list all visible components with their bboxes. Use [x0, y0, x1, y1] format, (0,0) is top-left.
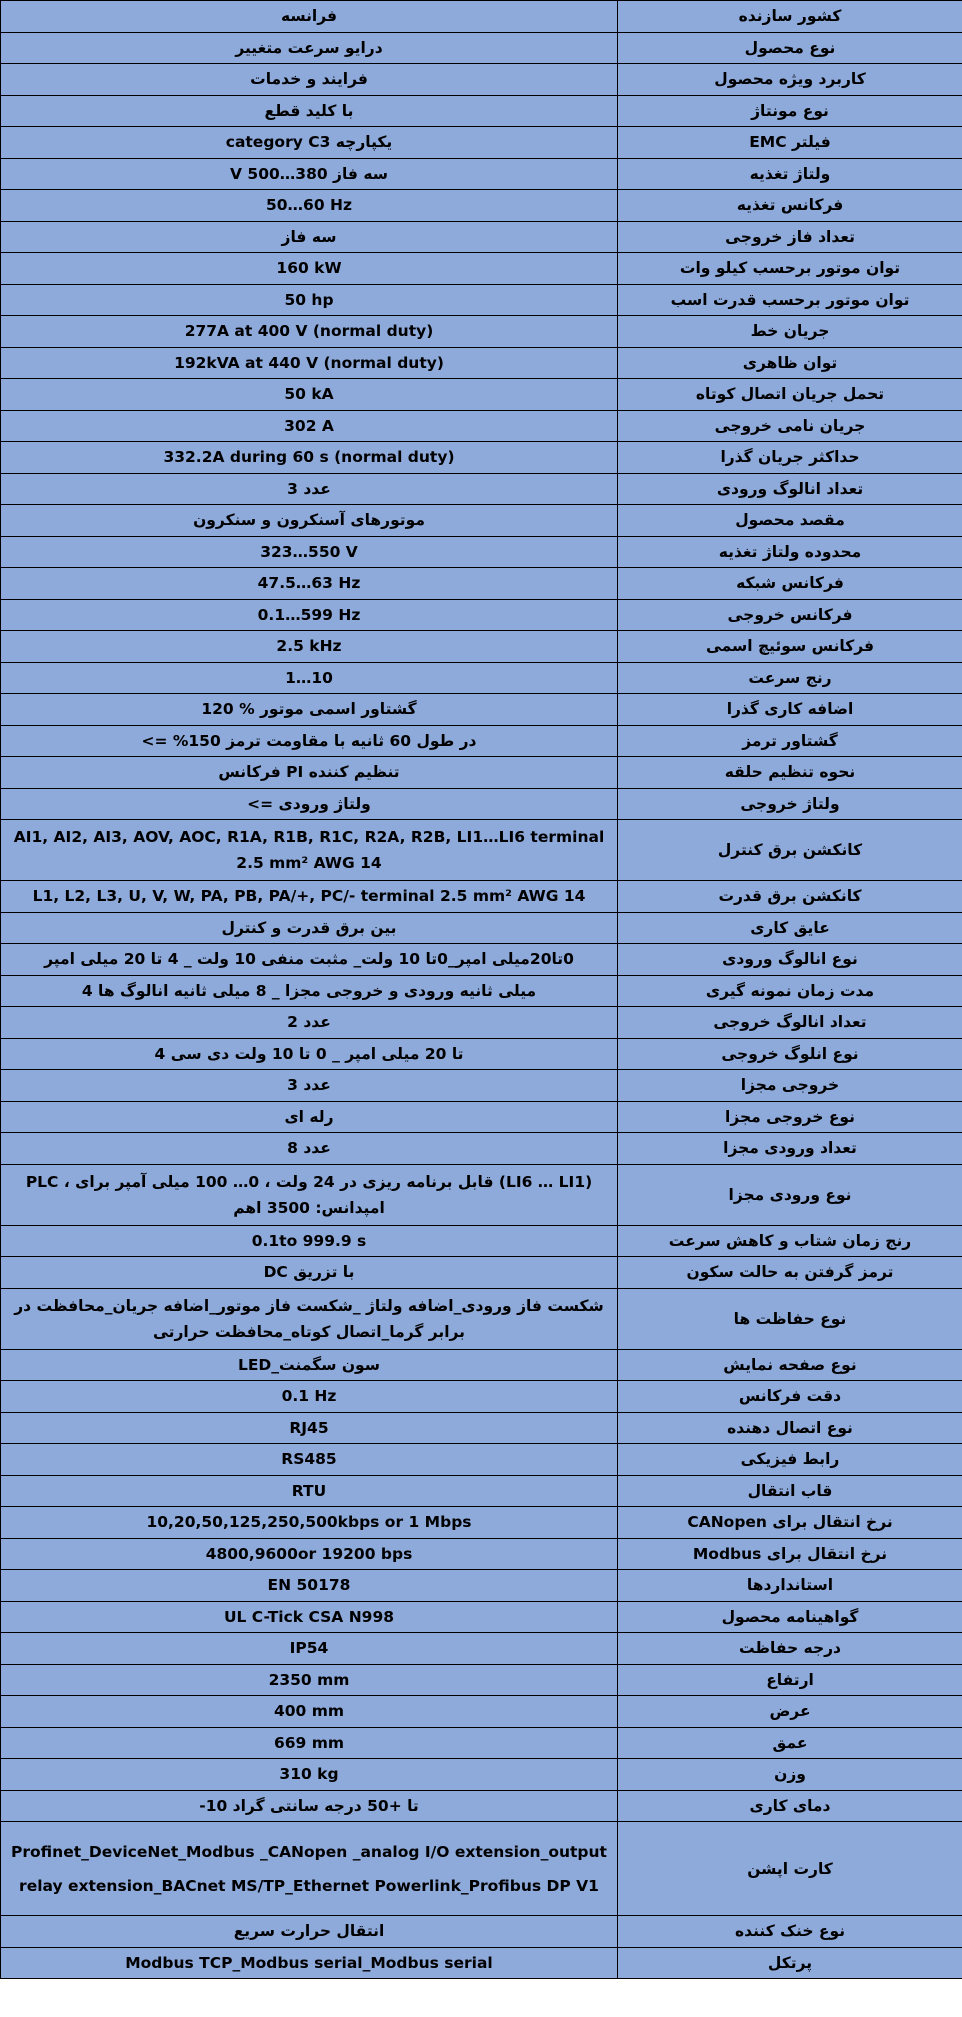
table-row	[1, 473, 962, 505]
row-value: رله ای	[1, 1101, 618, 1133]
row-label: گواهینامه محصول	[618, 1601, 962, 1633]
table-row	[1, 1, 962, 33]
row-label: وزن	[618, 1759, 962, 1791]
row-value: 302 A	[1, 410, 618, 442]
row-label: توان موتور برحسب کیلو وات	[618, 253, 962, 285]
row-value: تا +50 درجه سانتی گراد 10-	[1, 1790, 618, 1822]
table-row	[1, 379, 962, 411]
row-label: فرکانس تغذیه	[618, 190, 962, 222]
row-label: تعداد ورودی مجزا	[618, 1133, 962, 1165]
row-label: حداکثر جریان گذرا	[618, 442, 962, 474]
row-label: نوع ورودی مجزا	[618, 1164, 962, 1225]
table-row	[1, 694, 962, 726]
row-value: میلی ثانیه ورودی و خروجی مجزا _ 8 میلی ثانیه انالوگ ها 4	[1, 975, 618, 1007]
table-row	[1, 1070, 962, 1102]
row-value: ولتاژ ورودی =>	[1, 788, 618, 820]
row-label: پرتکل	[618, 1947, 962, 1979]
row-label: عایق کاری	[618, 912, 962, 944]
table-row	[1, 284, 962, 316]
row-label: جریان خط	[618, 316, 962, 348]
table-row	[1, 442, 962, 474]
table-row	[1, 536, 962, 568]
row-value: سه فاز	[1, 221, 618, 253]
row-label: فرکانس شبکه	[618, 568, 962, 600]
row-label: فیلتر EMC	[618, 127, 962, 159]
table-row	[1, 881, 962, 913]
table-row	[1, 1133, 962, 1165]
table-row	[1, 662, 962, 694]
row-value: تنظیم کننده PI فرکانس	[1, 757, 618, 789]
row-label: نوع انالوگ ورودی	[618, 944, 962, 976]
table-row	[1, 1475, 962, 1507]
table-row	[1, 912, 962, 944]
table-row	[1, 1507, 962, 1539]
table-row	[1, 757, 962, 789]
table-row	[1, 599, 962, 631]
row-label: نوع صفحه نمایش	[618, 1349, 962, 1381]
row-value: 50 kA	[1, 379, 618, 411]
row-label: محدوده ولتاژ تغذیه	[618, 536, 962, 568]
row-label: نوع حفاظت ها	[618, 1288, 962, 1349]
row-value: عدد 3	[1, 473, 618, 505]
row-label: کانکشن برق کنترل	[618, 820, 962, 881]
table-row	[1, 1601, 962, 1633]
row-label: جریان نامی خروجی	[618, 410, 962, 442]
table-row	[1, 1664, 962, 1696]
row-label: تعداد انالوگ خروجی	[618, 1007, 962, 1039]
table-row	[1, 316, 962, 348]
row-value: سه فاز 380…500 V	[1, 158, 618, 190]
table-row	[1, 253, 962, 285]
row-value: EN 50178	[1, 1570, 618, 1602]
table-row	[1, 64, 962, 96]
row-value: 323…550 V	[1, 536, 618, 568]
table-row	[1, 725, 962, 757]
row-label: خروجی مجزا	[618, 1070, 962, 1102]
row-label: کارت اپشن	[618, 1822, 962, 1916]
row-label: توان موتور برحسب قدرت اسب	[618, 284, 962, 316]
row-value: RJ45	[1, 1412, 618, 1444]
row-value: فرایند و خدمات	[1, 64, 618, 96]
table-row	[1, 347, 962, 379]
row-value: با تزریق DC	[1, 1257, 618, 1289]
table-row	[1, 1412, 962, 1444]
row-value: 0.1 Hz	[1, 1381, 618, 1413]
row-label: مقصد محصول	[618, 505, 962, 537]
row-label: تحمل جریان اتصال کوتاه	[618, 379, 962, 411]
row-value: 400 mm	[1, 1696, 618, 1728]
row-value: موتورهای آسنکرون و سنکرون	[1, 505, 618, 537]
row-label: رنج سرعت	[618, 662, 962, 694]
row-label: تعداد انالوگ ورودی	[618, 473, 962, 505]
row-value: عدد 8	[1, 1133, 618, 1165]
row-label: کاربرد ویژه محصول	[618, 64, 962, 96]
row-value: فرانسه	[1, 1, 618, 33]
row-label: کانکشن برق قدرت	[618, 881, 962, 913]
row-value: 277A at 400 V (normal duty)	[1, 316, 618, 348]
row-label: عمق	[618, 1727, 962, 1759]
row-value: AI1, AI2, AI3, AOV, AOC, R1A, R1B, R1C, R2A, R2B, LI1…LI6 terminal 2.5 mm² AWG 14	[1, 820, 618, 881]
row-label: نوع خنک کننده	[618, 1916, 962, 1948]
table-row	[1, 32, 962, 64]
table-row	[1, 1790, 962, 1822]
row-value: 2.5 kHz	[1, 631, 618, 663]
row-value: در طول 60 ثانیه با مقاومت ترمز 150% =>	[1, 725, 618, 757]
table-row	[1, 1916, 962, 1948]
row-value: شکست فاز ورودی_اضافه ولتاژ _شکست فاز موتور_اضافه جریان_محافظت در برابر گرما_اتصال کوتاه_محافظت حرارتی	[1, 1288, 618, 1349]
row-label: درجه حفاظت	[618, 1633, 962, 1665]
row-value: 0تا20میلی امپر_0تا 10 ولت_ مثبت منفی 10 ولت _ 4 تا 20 میلی امپر	[1, 944, 618, 976]
row-label: نوع خروجی مجزا	[618, 1101, 962, 1133]
table-row	[1, 1759, 962, 1791]
row-value: 4800,9600or 19200 bps	[1, 1538, 618, 1570]
row-value: 10,20,50,125,250,500kbps or 1 Mbps	[1, 1507, 618, 1539]
table-row	[1, 1570, 962, 1602]
row-value: 1…10	[1, 662, 618, 694]
row-label: دقت فرکانس	[618, 1381, 962, 1413]
row-value: انتقال حرارت سریع	[1, 1916, 618, 1948]
table-row	[1, 1381, 962, 1413]
row-value: گشتاور اسمی موتور % 120	[1, 694, 618, 726]
row-label: استانداردها	[618, 1570, 962, 1602]
row-value: Profinet_DeviceNet_Modbus _CANopen _analog I/O extension_output relay extension_BACnet MS/TP_Ethernet Powerlink_Profibus DP V1	[1, 1822, 618, 1916]
row-value: عدد 3	[1, 1070, 618, 1102]
table-row	[1, 631, 962, 663]
row-label: نوع انلوگ خروجی	[618, 1038, 962, 1070]
row-label: گشتاور ترمز	[618, 725, 962, 757]
row-label: مدت زمان نمونه گیری	[618, 975, 962, 1007]
row-label: نحوه تنظیم حلقه	[618, 757, 962, 789]
table-row	[1, 221, 962, 253]
row-value: درایو سرعت متغییر	[1, 32, 618, 64]
table-row	[1, 788, 962, 820]
row-label: نرخ انتقال برای Modbus	[618, 1538, 962, 1570]
row-value: 332.2A during 60 s (normal duty)	[1, 442, 618, 474]
table-row	[1, 1164, 962, 1225]
table-row	[1, 820, 962, 881]
row-label: رابط فیزیکی	[618, 1444, 962, 1476]
row-label: نوع محصول	[618, 32, 962, 64]
table-row	[1, 1225, 962, 1257]
row-value: 192kVA at 440 V (normal duty)	[1, 347, 618, 379]
row-label: ارتفاع	[618, 1664, 962, 1696]
table-row	[1, 190, 962, 222]
row-label: کشور سازنده	[618, 1, 962, 33]
row-label: اضافه کاری گذرا	[618, 694, 962, 726]
row-label: ولتاژ تغذیه	[618, 158, 962, 190]
table-row	[1, 1349, 962, 1381]
row-label: عرض	[618, 1696, 962, 1728]
table-row	[1, 1038, 962, 1070]
row-value: 0.1to 999.9 s	[1, 1225, 618, 1257]
table-row	[1, 975, 962, 1007]
table-row	[1, 1696, 962, 1728]
row-label: فرکانس سوئیچ اسمی	[618, 631, 962, 663]
table-row	[1, 1822, 962, 1916]
table-row	[1, 1444, 962, 1476]
row-label: نوع مونتاژ	[618, 95, 962, 127]
table-row	[1, 1257, 962, 1289]
table-row	[1, 95, 962, 127]
table-row	[1, 568, 962, 600]
table-row	[1, 1288, 962, 1349]
row-value: عدد 2	[1, 1007, 618, 1039]
row-value: UL C-Tick CSA N998	[1, 1601, 618, 1633]
row-value: یکپارچه category C3	[1, 127, 618, 159]
row-label: ولتاژ خروجی	[618, 788, 962, 820]
row-value: بین برق قدرت و کنترل	[1, 912, 618, 944]
row-value: 50…60 Hz	[1, 190, 618, 222]
row-value: 50 hp	[1, 284, 618, 316]
row-value: 310 kg	[1, 1759, 618, 1791]
table-row	[1, 1101, 962, 1133]
row-label: ترمز گرفتن به حالت سکون	[618, 1257, 962, 1289]
row-value: Modbus TCP_Modbus serial_Modbus serial	[1, 1947, 618, 1979]
row-label: نرخ انتقال برای CANopen	[618, 1507, 962, 1539]
row-value: L1, L2, L3, U, V, W, PA, PB, PA/+, PC/- terminal 2.5 mm² AWG 14	[1, 881, 618, 913]
row-value: RS485	[1, 1444, 618, 1476]
row-label: دمای کاری	[618, 1790, 962, 1822]
table-row	[1, 505, 962, 537]
row-value: 2350 mm	[1, 1664, 618, 1696]
table-row	[1, 1727, 962, 1759]
row-value: 47.5…63 Hz	[1, 568, 618, 600]
row-value: سون سگمنت_LED	[1, 1349, 618, 1381]
table-row	[1, 1007, 962, 1039]
table-row	[1, 1947, 962, 1979]
row-value: 160 kW	[1, 253, 618, 285]
row-value: تا 20 میلی امپر _ 0 تا 10 ولت دی سی 4	[1, 1038, 618, 1070]
table-row	[1, 158, 962, 190]
row-label: فرکانس خروجی	[618, 599, 962, 631]
row-value: PLC ، قابل برنامه ریزی در 24 ولت ، 0… 100 میلی آمپر برای (LI6 … LI1) امپدانس: 3500 اهم	[1, 1164, 618, 1225]
row-label: توان ظاهری	[618, 347, 962, 379]
table-row	[1, 1538, 962, 1570]
row-label: رنج زمان شتاب و کاهش سرعت	[618, 1225, 962, 1257]
row-value: با کلید قطع	[1, 95, 618, 127]
table-row	[1, 944, 962, 976]
row-value: IP54	[1, 1633, 618, 1665]
row-value: RTU	[1, 1475, 618, 1507]
table-row	[1, 410, 962, 442]
row-value: 669 mm	[1, 1727, 618, 1759]
row-label: تعداد فاز خروجی	[618, 221, 962, 253]
table-row	[1, 127, 962, 159]
table-row	[1, 1633, 962, 1665]
row-value: 0.1…599 Hz	[1, 599, 618, 631]
row-label: نوع اتصال دهنده	[618, 1412, 962, 1444]
row-label: قاب انتقال	[618, 1475, 962, 1507]
